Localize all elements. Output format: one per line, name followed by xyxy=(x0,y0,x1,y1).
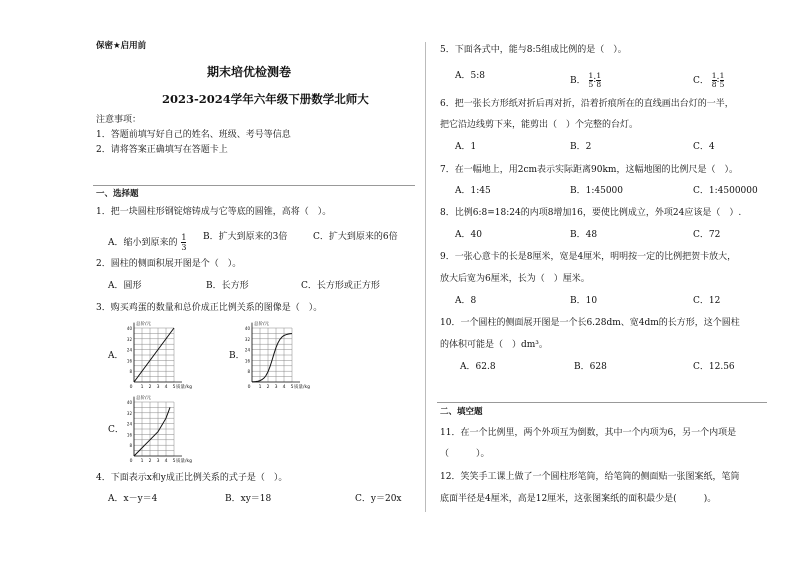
question-6-option-b: B．2 xyxy=(570,142,592,152)
x-tick-label: 2 xyxy=(148,385,152,390)
y-tick-label: 24 xyxy=(126,347,132,353)
fraction-one-eighth: $\frac{1}{8}$ xyxy=(711,71,717,89)
question-8-text: 8．比例6:8=18:24的内项8增加16，要使比例成立，外项24应该是（ ）. xyxy=(440,208,742,218)
fraction-one-fifth: $\frac{1}{5}$ xyxy=(588,71,594,89)
question-7-option-b: B．1:45000 xyxy=(570,186,624,196)
x-tick-label: 1 xyxy=(140,459,144,464)
option-a-label: A．缩小到原来的 xyxy=(108,238,178,248)
question-1-option-b: B．扩大到原来的3倍 xyxy=(203,232,288,242)
x-axis-label: 质量/kg xyxy=(294,385,310,390)
fraction-denominator: 3 xyxy=(181,243,187,252)
confidential-label: 保密★启用前 xyxy=(96,41,147,51)
y-tick-label: 16 xyxy=(244,358,250,364)
note-item: 2．请将答案正确填写在答题卡上 xyxy=(96,145,228,155)
question-1-text: 1．把一块圆柱形钢锭熔铸成与它等底的圆锥，高将（ ）。 xyxy=(96,207,332,217)
notes-title: 注意事项： xyxy=(96,115,142,125)
y-tick-label: 40 xyxy=(126,400,132,405)
y-tick-label: 40 xyxy=(244,326,250,331)
question-3-label-c: C． xyxy=(108,425,124,435)
question-10-text-line2: 的体积可能是（ ）dm³。 xyxy=(440,340,548,350)
x-axis-label: 质量/kg xyxy=(176,459,192,464)
fraction-one-fifth: $\frac{1}{5}$ xyxy=(719,71,725,89)
question-9-option-a: A．8 xyxy=(455,296,477,306)
question-2-option-b: B．长方形 xyxy=(206,281,249,291)
question-6-text-line2: 把它沿边线剪下来，能剪出（ ）个完整的台灯。 xyxy=(440,120,639,130)
y-tick-label: 8 xyxy=(129,369,132,375)
exam-title: 期末培优检测卷 xyxy=(207,65,292,79)
question-9-text-line1: 9．一张心意卡的长是8厘米，宽是4厘米，明明按一定的比例把贺卡放大， xyxy=(440,252,737,262)
x-tick-label: 1 xyxy=(258,385,262,390)
question-10-option-a: A．62.8 xyxy=(460,362,496,372)
graph-option-c xyxy=(118,394,210,466)
y-tick-label: 24 xyxy=(244,347,250,353)
question-10-text-line1: 10．一个圆柱的侧面展开图是一个长6.28dm、宽4dm的长方形，这个圆柱 xyxy=(440,318,740,328)
question-5-option-b: B． $\frac{1}{5}$ : $\frac{1}{8}$ xyxy=(570,71,602,89)
y-axis-label: 总价/元 xyxy=(136,322,152,327)
graph-option-a xyxy=(118,320,210,392)
question-11-text-line1: 11．在一个比例里，两个外项互为倒数，其中一个内项为6，另一个内项是 xyxy=(440,428,737,438)
x-tick-label: 5 xyxy=(172,385,176,390)
question-7-option-c: C．1:4500000 xyxy=(693,186,758,196)
question-8-option-b: B．48 xyxy=(570,230,598,240)
x-tick-label: 5 xyxy=(290,385,294,390)
question-7-text: 7．在一幅地上，用2cm表示实际距离90km，这幅地图的比例尺是（ ）。 xyxy=(440,165,738,175)
fraction-numerator: 1 xyxy=(181,233,187,242)
note-item: 1．答题前填写好自己的姓名、班级、考号等信息 xyxy=(96,130,291,140)
question-4-option-a: A．x－y＝4 xyxy=(108,494,158,504)
x-tick-label: 5 xyxy=(172,459,176,464)
question-6-option-c: C．4 xyxy=(693,142,715,152)
question-3-label-a: A． xyxy=(108,351,124,361)
y-axis-label: 总价/元 xyxy=(254,322,270,327)
data-line xyxy=(134,407,170,456)
question-4-text: 4．下面表示x和y成正比例关系的式子是（ ）。 xyxy=(96,473,288,483)
question-12-text-line1: 12．笑笑手工课上做了一个圆柱形笔筒，给笔筒的侧面贴一张图案纸，笔筒 xyxy=(440,472,740,482)
question-11-text-line2: （ ）。 xyxy=(440,449,490,459)
question-5-option-a: A．5:8 xyxy=(455,71,485,81)
y-tick-label: 40 xyxy=(126,326,132,331)
y-tick-label: 16 xyxy=(126,358,132,364)
question-6-text-line1: 6．把一张长方形纸对折后再对折，沿着折痕所在的直线画出台灯的一半， xyxy=(440,99,734,109)
data-line xyxy=(252,334,292,382)
question-9-option-c: C．12 xyxy=(693,296,721,306)
y-tick-label: 32 xyxy=(126,410,132,416)
exam-subtitle: 2023-2024学年六年级下册数学北师大 xyxy=(162,92,369,106)
option-b-label: B． xyxy=(570,76,586,86)
question-3-label-b: B． xyxy=(229,351,245,361)
x-tick-label: 3 xyxy=(156,385,160,390)
question-1-option-c: C．扩大到原来的6倍 xyxy=(313,232,398,242)
option-c-label: C． xyxy=(693,76,709,86)
x-tick-label: 4 xyxy=(164,459,168,464)
question-2-text: 2．圆柱的侧面积展开图是个（ ）。 xyxy=(96,259,242,269)
section-title-choice: 一、选择题 xyxy=(96,189,139,199)
y-tick-label: 8 xyxy=(247,369,250,375)
x-tick-label: 3 xyxy=(156,459,160,464)
section-rule xyxy=(437,402,767,403)
question-9-text-line2: 放大后宽为6厘米，长为（ ）厘米。 xyxy=(440,274,590,284)
question-6-option-a: A．1 xyxy=(455,142,477,152)
x-axis-label: 质量/kg xyxy=(176,385,192,390)
question-1-option-a xyxy=(108,233,186,252)
x-tick-label: 4 xyxy=(282,385,286,390)
question-10-option-c: C．12.56 xyxy=(693,362,735,372)
x-tick-label: 2 xyxy=(148,459,152,464)
y-tick-label: 8 xyxy=(129,443,132,449)
question-4-option-b: B．xy＝18 xyxy=(225,494,272,504)
fraction-one-eighth: $\frac{1}{8}$ xyxy=(596,71,602,89)
x-tick-label: 2 xyxy=(266,385,270,390)
y-tick-label: 32 xyxy=(126,336,132,342)
y-tick-label: 24 xyxy=(126,421,132,427)
origin-label: 0 xyxy=(129,385,133,390)
question-3-text: 3．购买鸡蛋的数量和总价成正比例关系的图像是（ ）。 xyxy=(96,303,323,313)
y-tick-label: 16 xyxy=(126,432,132,438)
question-7-option-a: A．1:45 xyxy=(455,186,491,196)
y-tick-label: 32 xyxy=(244,336,250,342)
x-tick-label: 4 xyxy=(164,385,168,390)
section-title-fill: 二、填空题 xyxy=(440,407,483,417)
question-8-option-a: A．40 xyxy=(455,230,482,240)
fraction-one-third xyxy=(181,233,186,252)
question-12-text-line2: 底面半径是4厘米，高是12厘米，这张图案纸的面积最少是( )。 xyxy=(440,494,717,504)
column-divider xyxy=(425,42,426,512)
section-rule xyxy=(93,185,415,186)
question-10-option-b: B．628 xyxy=(574,362,607,372)
question-4-option-c: C．y＝20x xyxy=(355,494,402,504)
x-tick-label: 3 xyxy=(274,385,278,390)
question-5-option-c: C． $\frac{1}{8}$ : $\frac{1}{5}$ xyxy=(693,71,725,89)
origin-label: 0 xyxy=(247,385,251,390)
origin-label: 0 xyxy=(129,459,133,464)
question-5-text: 5．下面各式中，能与8:5组成比例的是（ ）。 xyxy=(440,45,627,55)
question-9-option-b: B．10 xyxy=(570,296,598,306)
question-2-option-a: A．圆形 xyxy=(108,281,142,291)
question-8-option-c: C．72 xyxy=(693,230,721,240)
graph-option-b xyxy=(236,320,328,392)
question-2-option-c: C．长方形或正方形 xyxy=(301,281,380,291)
x-tick-label: 1 xyxy=(140,385,144,390)
y-axis-label: 总价/元 xyxy=(136,396,152,401)
